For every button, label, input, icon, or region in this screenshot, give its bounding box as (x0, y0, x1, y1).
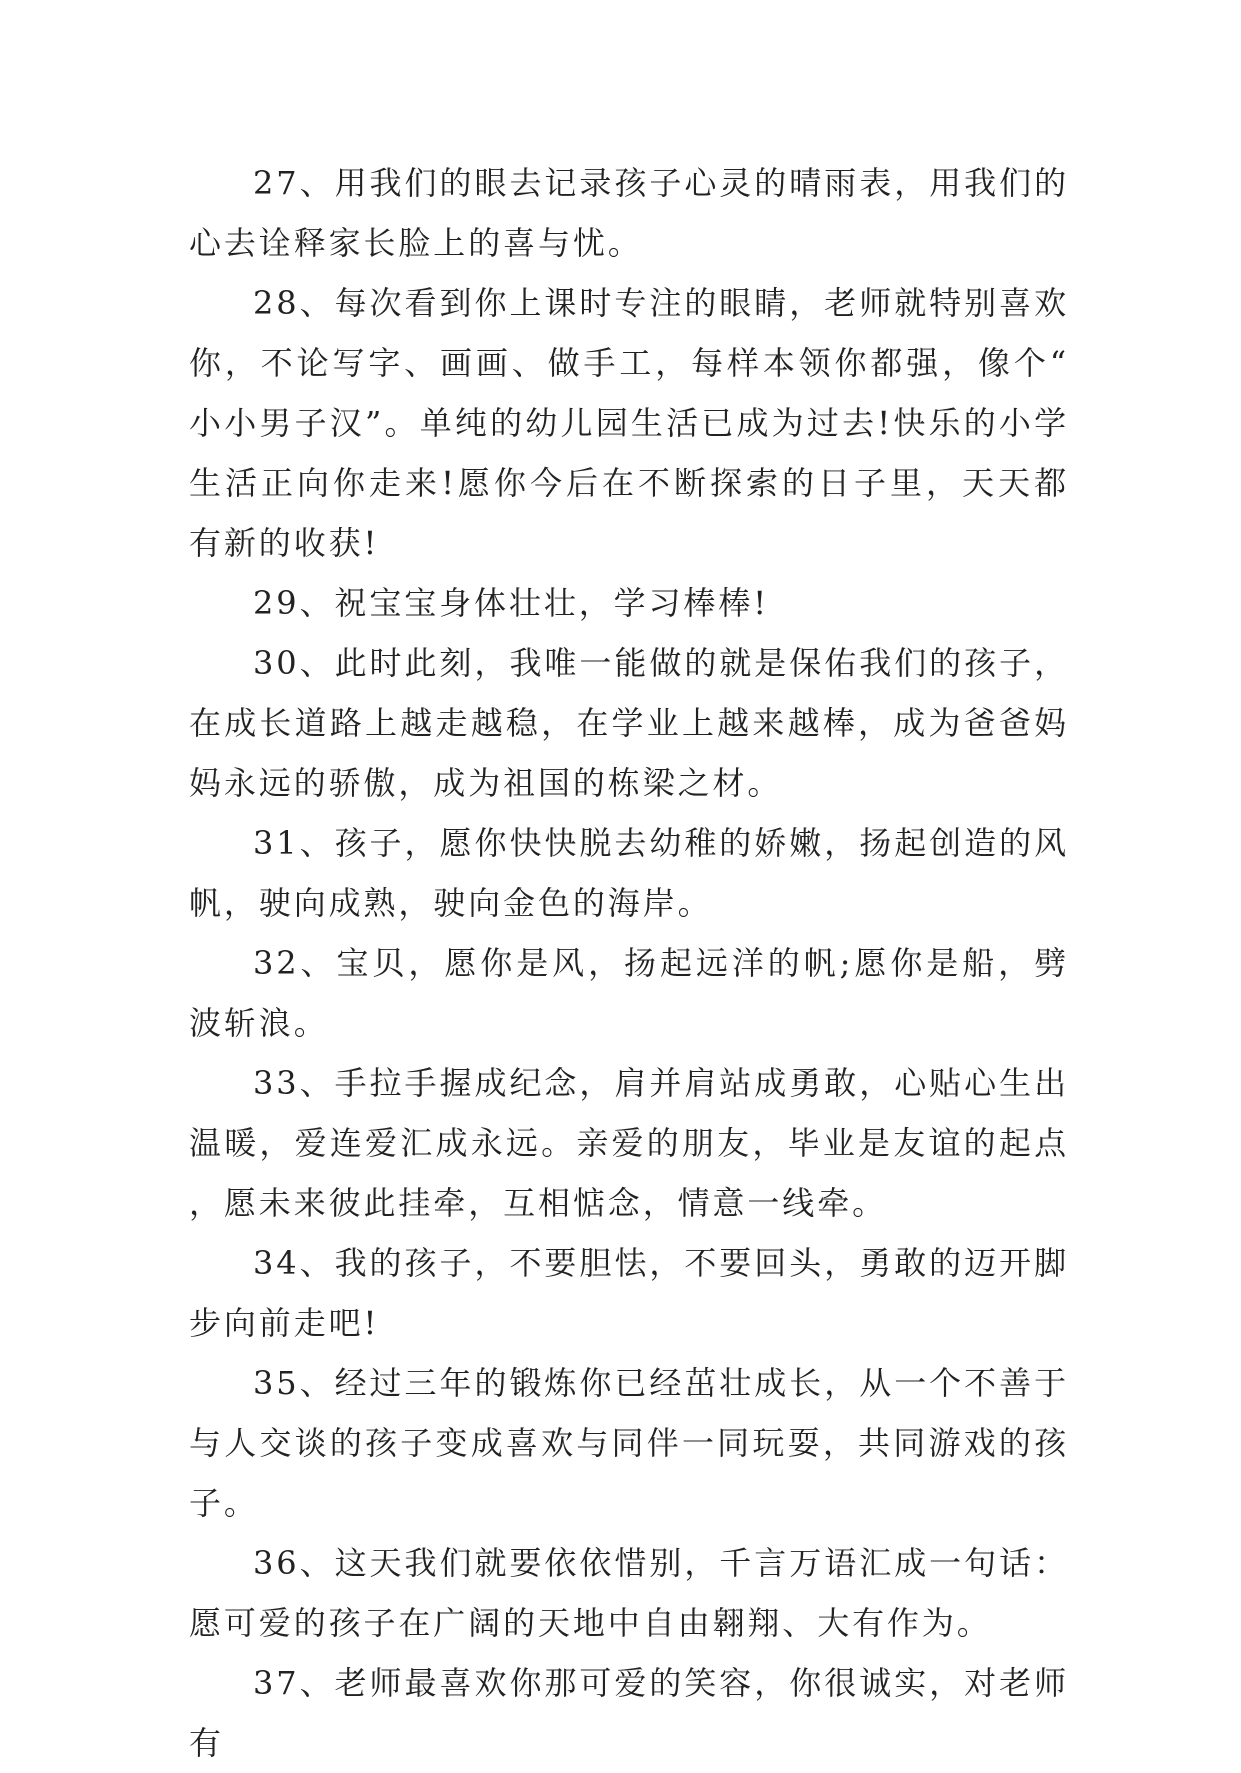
paragraph-36: 36、这天我们就要依依惜别，千言万语汇成一句话：愿可爱的孩子在广阔的天地中自由翱翔、大有作为。 (189, 1544, 1069, 1642)
paragraph-30: 30、此时此刻，我唯一能做的就是保佑我们的孩子，在成长道路上越走越稳，在学业上越来越棒，成为爸爸妈妈永远的骄傲，成为祖国的栋梁之材。 (189, 644, 1069, 802)
paragraph-29: 29、祝宝宝身体壮壮，学习棒棒! (253, 584, 769, 622)
paragraph-32: 32、宝贝，愿你是风，扬起远洋的帆;愿你是船，劈波斩浪。 (189, 944, 1069, 1042)
paragraph-34: 34、我的孩子，不要胆怯，不要回头，勇敢的迈开脚步向前走吧! (189, 1244, 1069, 1342)
paragraph-33: 33、手拉手握成纪念，肩并肩站成勇敢，心贴心生出温暖，爱连爱汇成永远。亲爱的朋友，毕业是友谊的起点，愿未来彼此挂牵，互相惦念，情意一线牵。 (189, 1064, 1069, 1222)
paragraph-27: 27、用我们的眼去记录孩子心灵的晴雨表，用我们的心去诠释家长脸上的喜与忧。 (189, 164, 1069, 262)
paragraph-31: 31、孩子，愿你快快脱去幼稚的娇嫩，扬起创造的风帆，驶向成熟，驶向金色的海岸。 (189, 824, 1069, 922)
paragraph-37: 37、老师最喜欢你那可爱的笑容，你很诚实，对老师有 (189, 1664, 1069, 1762)
paragraph-28: 28、每次看到你上课时专注的眼睛，老师就特别喜欢你，不论写字、画画、做手工，每样本领你都强，像个“小小男子汉”。单纯的幼儿园生活已成为过去!快乐的小学生活正向你走来!愿你今后在不断探索的日子里，天天都有新的收获! (189, 284, 1069, 562)
document-body (189, 153, 1069, 1773)
paragraph-35: 35、经过三年的锻炼你已经茁壮成长，从一个不善于与人交谈的孩子变成喜欢与同伴一同玩耍，共同游戏的孩子。 (189, 1364, 1069, 1522)
